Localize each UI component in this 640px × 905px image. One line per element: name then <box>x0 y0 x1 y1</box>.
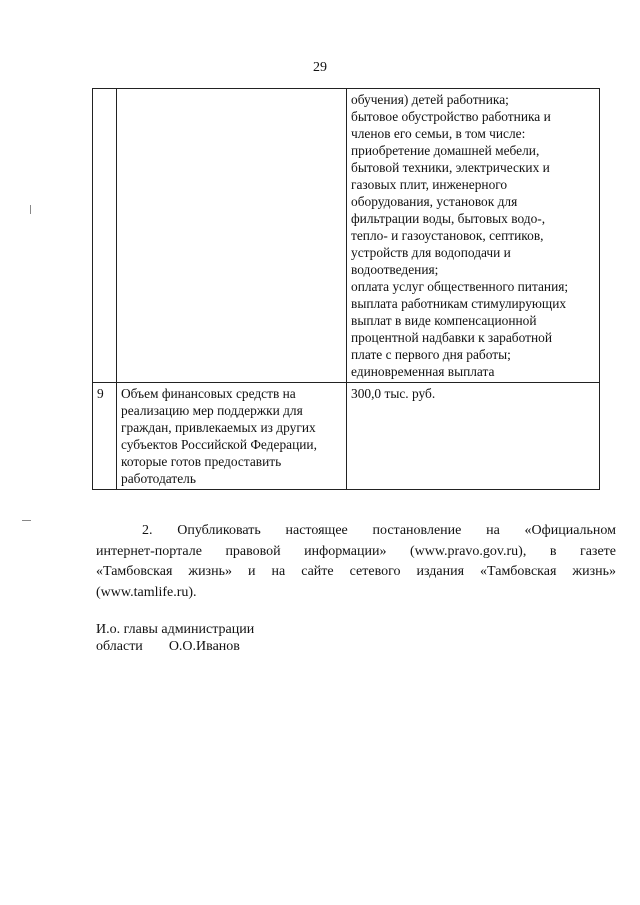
paragraph-line: интернет-портале правовой информации» (www.pravo.gov.ru), в газете <box>96 543 616 559</box>
table-text-line: Объем финансовых средств на <box>121 386 296 401</box>
table-text-line: бытовой техники, электрических и <box>351 160 550 175</box>
table-text-line: реализацию мер поддержки для <box>121 403 303 418</box>
table-text-line: оплата услуг общественного питания; <box>351 279 569 294</box>
signatory-title: И.о. главы администрации <box>96 622 255 637</box>
table-text-line: плате с первого дня работы; <box>351 347 511 362</box>
row-name-cell <box>117 383 347 490</box>
table-text-line: газовых плит, инженерного <box>351 177 508 192</box>
table-text-line: работодатель <box>121 471 196 486</box>
table-text-line: обучения) детей работника; <box>351 92 509 107</box>
table-text-line: фильтрации воды, бытовых водо-, <box>351 211 546 226</box>
table-text-line: единовременная выплата <box>351 364 495 379</box>
table-text-line: водоотведения; <box>351 262 439 277</box>
table-text-line: выплата работникам стимулирующих <box>351 296 567 311</box>
table-row-continuation <box>93 89 600 383</box>
table-text-line: выплат в виде компенсационной <box>351 313 537 328</box>
table-text-line: бытовое обустройство работника и <box>351 109 551 124</box>
signature-block <box>96 621 254 655</box>
signatory-line <box>96 638 254 655</box>
signatory-region: области <box>96 639 143 654</box>
table-text-line: оборудования, установок для <box>351 194 518 209</box>
table-text-line: членов его семьи, в том числе: <box>351 126 526 141</box>
table-text-line: которые готов предоставить <box>121 454 282 469</box>
paragraph-line: (www.tamlife.ru). <box>96 584 197 600</box>
page-number: 29 <box>313 60 327 75</box>
table-text-line: устройств для водоподачи и <box>351 245 511 260</box>
paragraph-line: 2. Опубликовать настоящее постановление на «Официальном <box>142 523 616 538</box>
row-number-cell <box>93 89 117 383</box>
row-value-cell <box>347 89 600 383</box>
row-name-cell <box>117 89 347 383</box>
paragraph-line: «Тамбовская жизнь» и на сайте сетевого издания «Тамбовская жизнь» <box>96 564 616 579</box>
table-text-line: приобретение домашней мебели, <box>351 143 540 158</box>
scan-mark <box>30 205 31 214</box>
publication-paragraph <box>96 521 616 603</box>
table-row-9 <box>93 383 600 490</box>
table-text-line: процентной надбавки к заработной <box>351 330 553 345</box>
row-number-cell: 9 <box>93 383 117 490</box>
measures-table <box>92 88 600 490</box>
signatory-name: О.О.Иванов <box>168 639 240 654</box>
table-text-line: граждан, привлекаемых из других <box>121 420 316 435</box>
table-text-line: тепло- и газоустановок, септиков, <box>351 228 544 243</box>
row-value-cell: 300,0 тыс. руб. <box>347 383 600 490</box>
scan-mark <box>22 520 31 521</box>
table-text-line: субъектов Российской Федерации, <box>121 437 317 452</box>
